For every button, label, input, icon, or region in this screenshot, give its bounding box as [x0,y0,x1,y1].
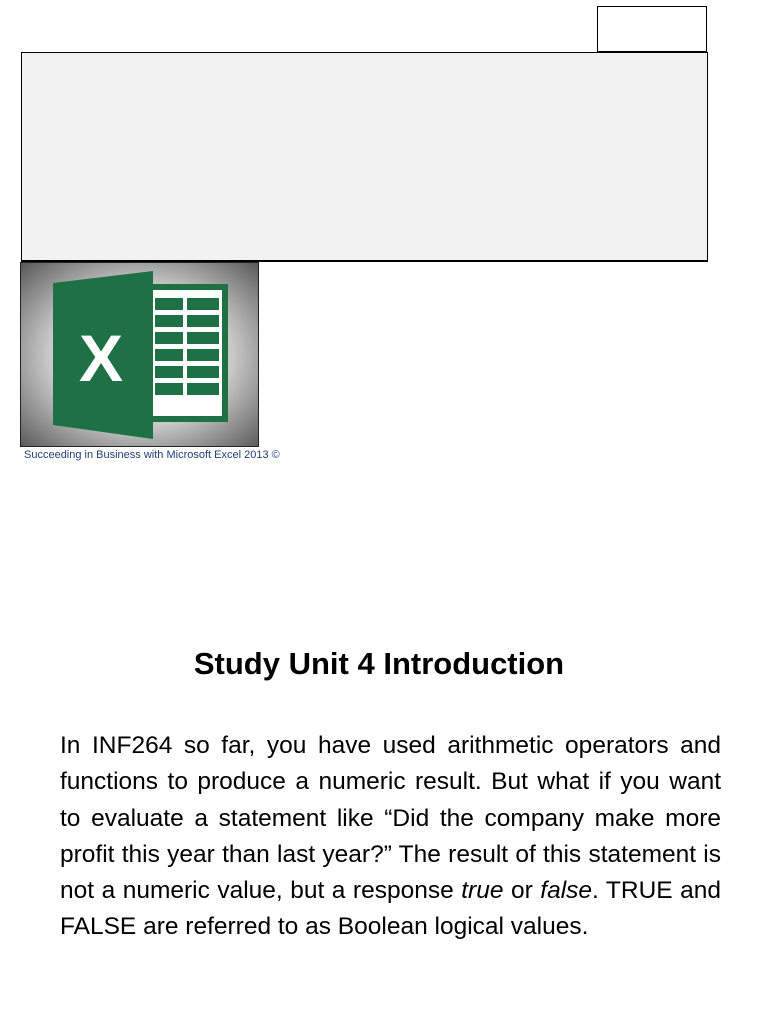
or-word: or [503,877,541,905]
header-banner-box [21,52,708,262]
paragraph-text-2: . TRUE and FALSE are referred to as Boolean logical values. [60,877,721,941]
page-title: Study Unit 4 Introduction [193,646,565,681]
paragraph-text-1: In INF264 so far, you have used arithmetic operators and functions to produce a numeric result. But what if you want to evaluate a statement like “Did the company make more profit this year than last year?” The result of this statement is not a numeric value, but a response [60,732,721,905]
excel-logo-icon [20,262,259,447]
logo-caption: Succeeding in Business with Microsoft Excel 2013 © [24,449,280,461]
true-word: true [461,877,504,905]
excel-logo-letter: X [78,321,124,395]
small-header-box [597,6,707,52]
intro-paragraph [60,728,721,946]
false-word: false [540,877,593,905]
